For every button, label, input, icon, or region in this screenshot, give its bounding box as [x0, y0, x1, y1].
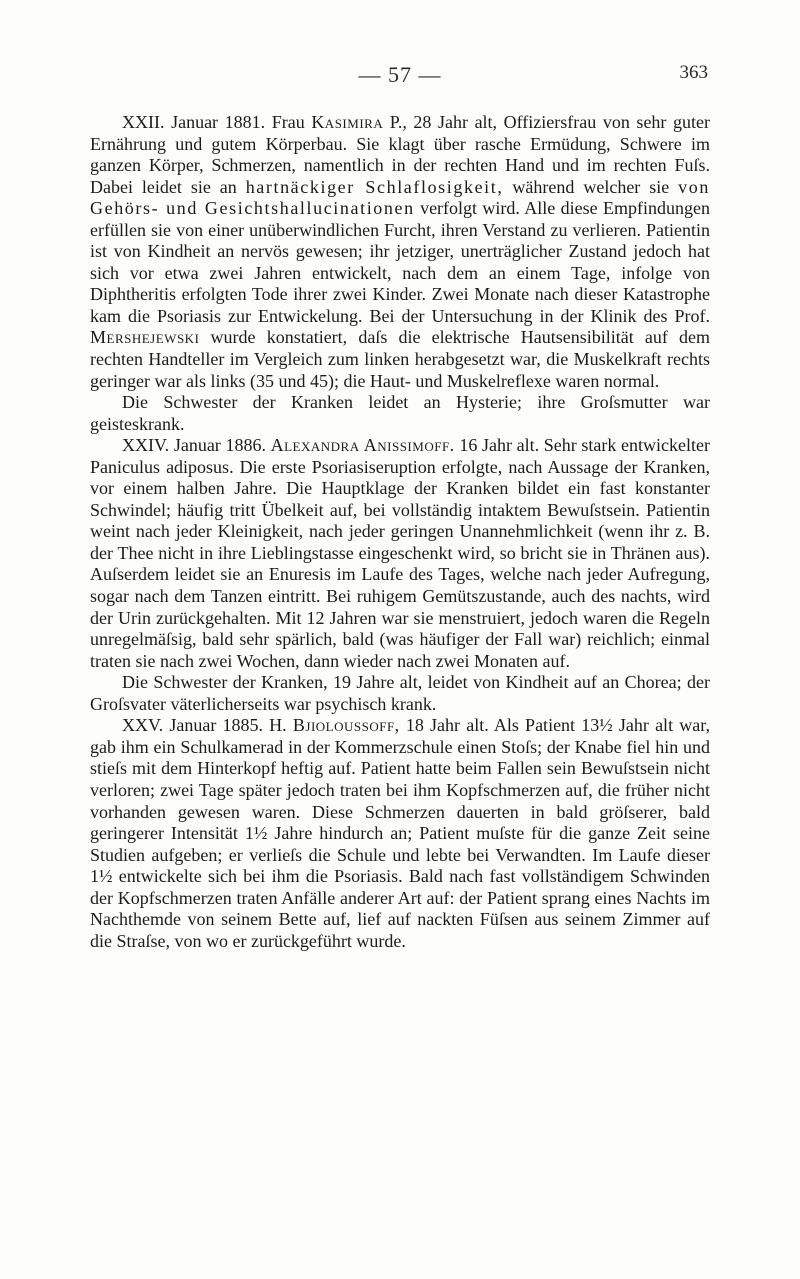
page-number-center: — 57 —: [358, 62, 442, 87]
emphasized-text: von Gehörs- und Gesichtshallucinationen: [90, 176, 710, 219]
text-segment: 18 Jahr alt. Als Patient 13½ Jahr alt war, gab ihm ein Schulkamerad in der Kommerzschule einen Stoſs; der Knabe fiel hin und stieſs mit dem Hinterkopf heftig auf. Patient hatte beim Fallen sein Bewuſstsein nicht verloren; zwei Tage später jedoch traten bei ihm Kopfschmerzen auf, die früher nicht vorhanden gewesen waren. Diese Schmerzen dauerten in bald gröſserer, bald geringerer Intensität 1½ Jahre hindurch an; Patient muſste für die ganze Zeit seine Studien aufgeben; er verlieſs die Schule und lebte bei Verwandten. Im Laufe dieser 1½ entwickelte sich bei ihm die Psoriasis. Bald nach fast vollständigem Schwinden der Kopfschmerzen traten Anfälle anderer Art auf: der Patient sprang eines Nachts im Nachthemde von seinem Bette auf, lief auf nackten Füſsen aus seinem Zimmer auf die Straſse, von wo er zurückgeführt wurde.: [90, 715, 711, 951]
text-segment: 16 Jahr alt. Sehr stark entwickelter Paniculus adiposus. Die erste Psoriasiseruption erfolgte, nach Aussage der Kranken, vor einem halben Jahre. Die Hauptklage der Kranken bildet ein fast konstanter Schwindel; häufig tritt Übelkeit auf, bei vollständig intaktem Bewuſstsein. Patientin weint nach jeder Kleinigkeit, nach jeder geringen Unannehmlichkeit (wenn ihr z. B. der Thee nicht in ihre Lieblingstasse eingeschenkt wird, so bricht sie in Thränen aus). Auſserdem leidet sie an Enuresis im Laufe des Tages, welche nach jeder Aufregung, sogar nach dem Tanzen eintritt. Bei ruhigem Gemütszustande, auch des nachts, wird der Urin zurückgehalten. Mit 12 Jahren war sie menstruiert, jedoch waren die Regeln unregelmäſsig, bald sehr spärlich, bald (was häufiger der Fall war) reichlich; einmal traten sie nach zwei Wochen, dann wieder nach zwei Monaten auf.: [90, 435, 710, 671]
paragraph: [90, 392, 710, 435]
text-segment: verfolgt wird. Alle diese Empfindungen erfüllen sie von einer unüberwindlichen Furcht, ihren Verstand zu verlieren. Patientin ist von Kindheit an nervös gewesen; ihr jetziger, unerträglicher Zustand jedoch hat sich vor etwa zwei Jahren entwickelt, nach dem an einem Tage, infolge von Diphtheritis erfolgten Tode ihrer zwei Kinder. Zwei Monate nach dieser Katastrophe kam die Psoriasis zur Entwickelung. Bei der Untersuchung in der Klinik des Prof.: [90, 198, 710, 326]
paragraph: [90, 112, 710, 392]
body-text: [90, 112, 710, 952]
emphasized-text: hartnäckiger Schlaflosigkeit,: [245, 176, 504, 197]
paragraph: [90, 672, 710, 715]
text-segment: Die Schwester der Kranken leidet an Hysterie; ihre Groſsmutter war geisteskrank.: [90, 392, 710, 434]
text-segment: P., 28 Jahr alt, Offiziersfrau von sehr guter Ernährung und gutem Körperbau. Sie klagt über rasche Ermüdung, Schwere im ganzen Körper, Schmerzen, namentlich in der rechten Hand und im rechten Fuſs. Dabei leidet sie an: [90, 112, 710, 197]
text-segment: XXV. Januar 1885. H.: [122, 715, 293, 736]
running-head: [0, 62, 800, 92]
paragraph: [90, 435, 710, 672]
person-name: Alexandra Anissimoff.: [270, 435, 455, 456]
person-name: Kasimira: [311, 112, 384, 132]
text-segment: wurde konstatiert, daſs die elektrische Hautsensibilität auf dem rechten Handteller im Vergleich zum linken herabgesetzt war, die Muskelkraft rechts geringer war als links (35 und 45); die Haut- und Muskelreflexe waren normal.: [90, 327, 710, 391]
page-number-right: 363: [679, 62, 708, 83]
text-segment: Die Schwester der Kranken, 19 Jahre alt, leidet von Kindheit auf an Chorea; der Groſsvater väterlicherseits war psychisch krank.: [90, 672, 710, 714]
person-name: Bjioloussoff,: [292, 715, 400, 736]
person-name: Mershejewski: [90, 327, 200, 348]
text-segment: während welcher sie: [503, 176, 679, 197]
text-segment: XXIV. Januar 1886.: [122, 435, 271, 456]
text-segment: XXII. Januar 1881. Frau: [122, 112, 312, 132]
paragraph: [90, 715, 710, 952]
